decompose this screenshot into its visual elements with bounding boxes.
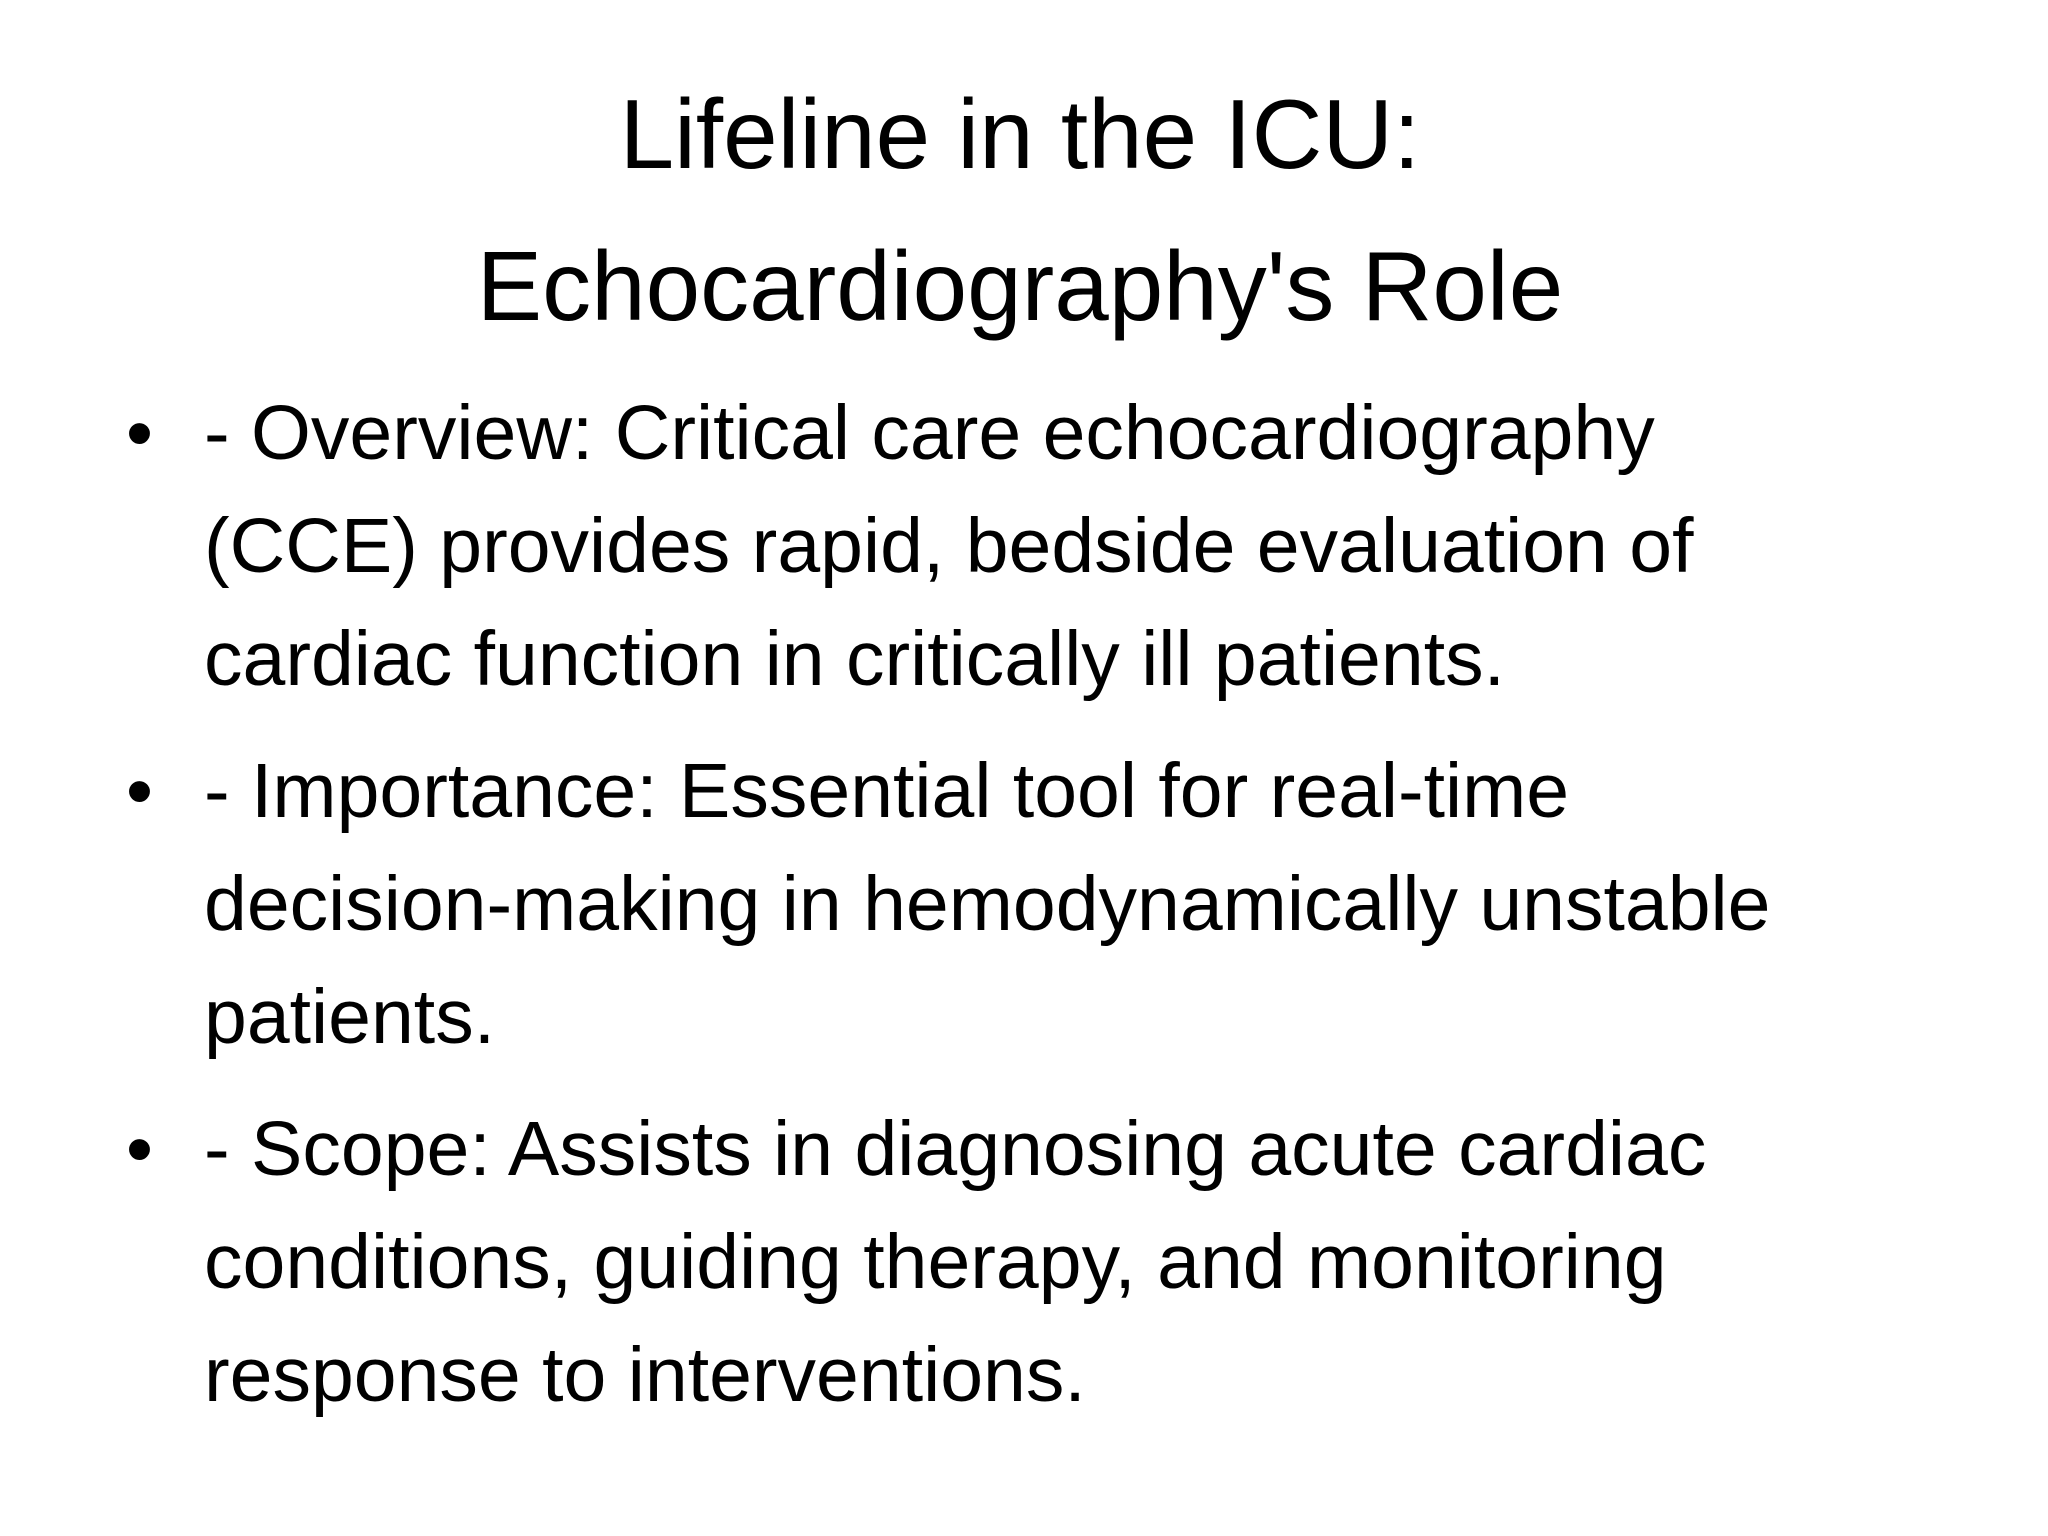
slide-title-line: Echocardiography's Role bbox=[476, 231, 1564, 341]
bullet-line: patients. bbox=[204, 974, 496, 1060]
bullet-line: - Importance: Essential tool for real-time bbox=[204, 748, 1570, 834]
bullet-line: response to interventions. bbox=[204, 1332, 1086, 1418]
slide-title bbox=[150, 58, 1890, 362]
bullet-point-icon: • bbox=[126, 1106, 153, 1192]
bullet-text bbox=[204, 377, 1958, 716]
bullet-point-icon: • bbox=[126, 390, 153, 476]
bullet-text bbox=[204, 735, 1958, 1074]
bullet-line: decision-making in hemodynamically unstable bbox=[204, 861, 1771, 947]
bullet-line: (CCE) provides rapid, bedside evaluation of bbox=[204, 503, 1694, 589]
slide-title-line: Lifeline in the ICU: bbox=[619, 79, 1421, 189]
bullet-line: - Overview: Critical care echocardiography bbox=[204, 390, 1655, 476]
bullet-line: cardiac function in critically ill patients. bbox=[204, 616, 1505, 702]
bullet-line: conditions, guiding therapy, and monitoring bbox=[204, 1219, 1667, 1305]
bullet-item-scope bbox=[118, 1093, 1958, 1432]
bullet-line: - Scope: Assists in diagnosing acute cardiac bbox=[204, 1106, 1707, 1192]
bullet-item-overview bbox=[118, 377, 1958, 716]
bullet-point-icon: • bbox=[126, 748, 153, 834]
bullet-item-importance bbox=[118, 735, 1958, 1074]
bullet-text bbox=[204, 1093, 1958, 1432]
bullet-list bbox=[118, 377, 1958, 1451]
